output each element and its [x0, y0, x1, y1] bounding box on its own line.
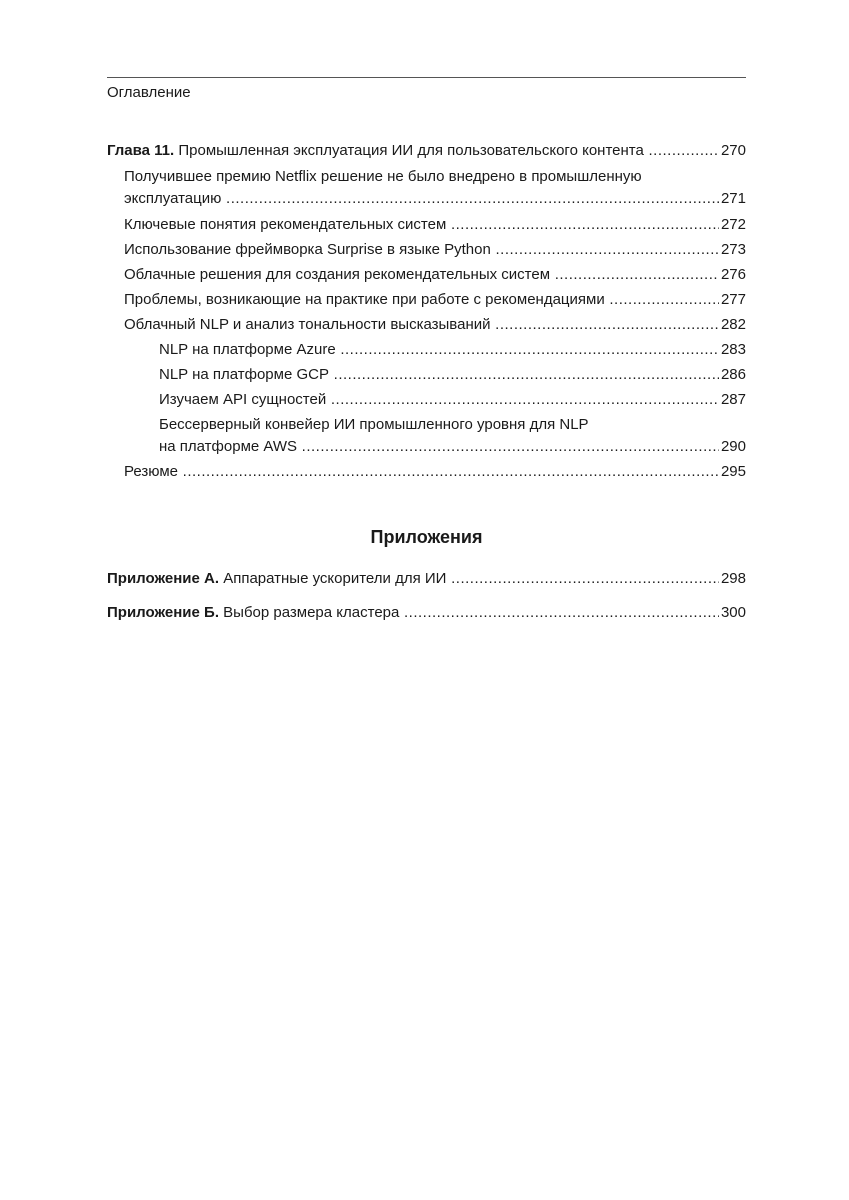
appendices-list [107, 568, 746, 636]
toc-entry[interactable] [107, 289, 746, 311]
toc-appendix-a[interactable] [107, 568, 746, 590]
toc-entry-summary[interactable] [107, 461, 746, 483]
page-number: 286 [720, 366, 746, 383]
toc-entry-title: Получившее премию Netflix решение не было внедрено в промышленную [124, 168, 642, 185]
toc-entry-title: Изучаем API сущностей ..... [159, 389, 719, 411]
page-number: 283 [720, 341, 746, 358]
page-number: 290 [720, 438, 746, 455]
toc-entry-title: Резюме ..... [124, 461, 719, 483]
toc-entry-title: Бессерверный конвейер ИИ промышленного уровня для NLP [159, 416, 589, 433]
toc-entry-title: Облачный NLP и анализ тональности высказываний ..... [124, 314, 719, 336]
appendix-title: Аппаратные ускорители для ИИ [223, 570, 447, 587]
toc-entry[interactable] [107, 214, 746, 236]
running-header: Оглавление [107, 84, 191, 101]
appendices-heading: Приложения [370, 527, 483, 547]
page-number: 273 [720, 241, 746, 258]
toc-entry-netflix[interactable] [107, 166, 746, 210]
toc-entry-title: Использование фреймворка Surprise в языке Python ..... [124, 239, 719, 261]
table-of-contents [107, 140, 746, 483]
toc-entry-title-cont: на платформе AWS ..... [159, 436, 719, 458]
header-rule [107, 77, 746, 78]
page-number: 282 [720, 316, 746, 333]
toc-entry-title: NLP на платформе GCP ..... [159, 364, 719, 386]
chapter-title: Промышленная эксплуатация ИИ для пользовательского контента [178, 142, 644, 159]
toc-entry-title: NLP на платформе Azure ..... [159, 339, 719, 361]
toc-appendix-b[interactable] [107, 602, 746, 624]
toc-entry[interactable] [107, 364, 746, 386]
toc-entry-title: Проблемы, возникающие на практике при работе с рекомендациями ..... [124, 289, 719, 311]
toc-entry[interactable] [107, 264, 746, 286]
toc-entry-title: Ключевые понятия рекомендательных систем ..... [124, 214, 719, 236]
toc-entry-aws[interactable] [107, 414, 746, 458]
chapter-label: Глава 11. [107, 142, 175, 159]
toc-chapter-11[interactable] [107, 140, 746, 162]
page-number: 300 [720, 604, 746, 621]
toc-entry-title: Облачные решения для создания рекомендательных систем ..... [124, 264, 719, 286]
appendix-label: Приложение Б. [107, 604, 219, 621]
appendix-title: Выбор размера кластера [223, 604, 400, 621]
toc-entry[interactable] [107, 239, 746, 261]
toc-entry[interactable] [107, 314, 746, 336]
page-number: 295 [720, 463, 746, 480]
toc-entry[interactable] [107, 389, 746, 411]
page-number: 270 [720, 142, 746, 159]
page-number: 287 [720, 391, 746, 408]
page-number: 276 [720, 266, 746, 283]
page-number: 272 [720, 216, 746, 233]
page-number: 298 [720, 570, 746, 587]
toc-entry-title-cont: эксплуатацию ..... [124, 188, 719, 210]
page-number: 277 [720, 291, 746, 308]
toc-entry[interactable] [107, 339, 746, 361]
appendix-label: Приложение А. [107, 570, 220, 587]
page-number: 271 [720, 190, 746, 207]
